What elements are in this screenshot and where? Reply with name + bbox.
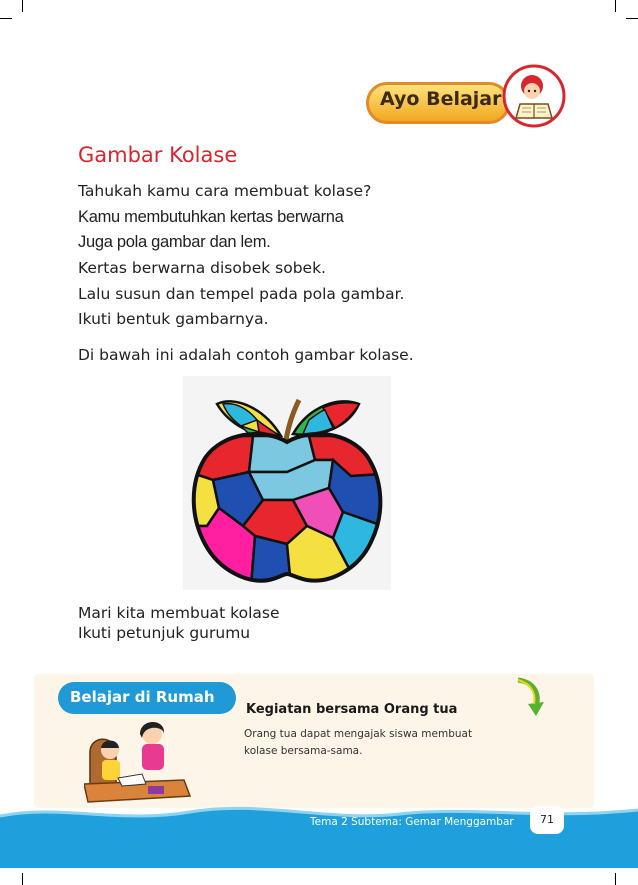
crop-mark bbox=[0, 18, 12, 19]
body-line: Kertas berwarna disobek sobek. bbox=[78, 259, 326, 277]
body-line: Kamu membutuhkan kertas berwarna bbox=[78, 208, 344, 226]
section-title: Gambar Kolase bbox=[78, 143, 238, 167]
body-line: Ikuti bentuk gambarnya. bbox=[78, 310, 269, 328]
crop-mark bbox=[615, 0, 616, 12]
body-line: Tahukah kamu cara membuat kolase? bbox=[78, 182, 372, 200]
footer-subtheme: Tema 2 Subtema: Gemar Menggambar bbox=[310, 816, 514, 828]
page-number: 71 bbox=[530, 806, 564, 834]
crop-mark bbox=[22, 0, 23, 12]
closing-line: Ikuti petunjuk gurumu bbox=[78, 624, 251, 642]
home-activity-heading: Kegiatan bersama Orang tua bbox=[246, 702, 458, 717]
crop-mark bbox=[615, 873, 616, 885]
home-activity-text: Orang tua dapat mengajak siswa membuat bbox=[244, 728, 473, 740]
curved-arrow-icon bbox=[512, 676, 548, 718]
girl-reading-illustration bbox=[498, 64, 568, 134]
belajar-di-rumah-label: Belajar di Rumah bbox=[70, 688, 215, 706]
closing-line: Mari kita membuat kolase bbox=[78, 604, 280, 622]
example-intro: Di bawah ini adalah contoh gambar kolase. bbox=[78, 346, 414, 364]
crop-mark bbox=[626, 18, 638, 19]
body-line: Juga pola gambar dan lem. bbox=[78, 233, 271, 251]
ayo-belajar-label: Ayo Belajar bbox=[380, 88, 502, 110]
body-line: Lalu susun dan tempel pada pola gambar. bbox=[78, 285, 405, 303]
home-activity-text: kolase bersama-sama. bbox=[244, 745, 363, 757]
apple-collage-image bbox=[183, 376, 391, 590]
parent-child-illustration bbox=[84, 712, 194, 804]
crop-mark bbox=[22, 873, 23, 885]
